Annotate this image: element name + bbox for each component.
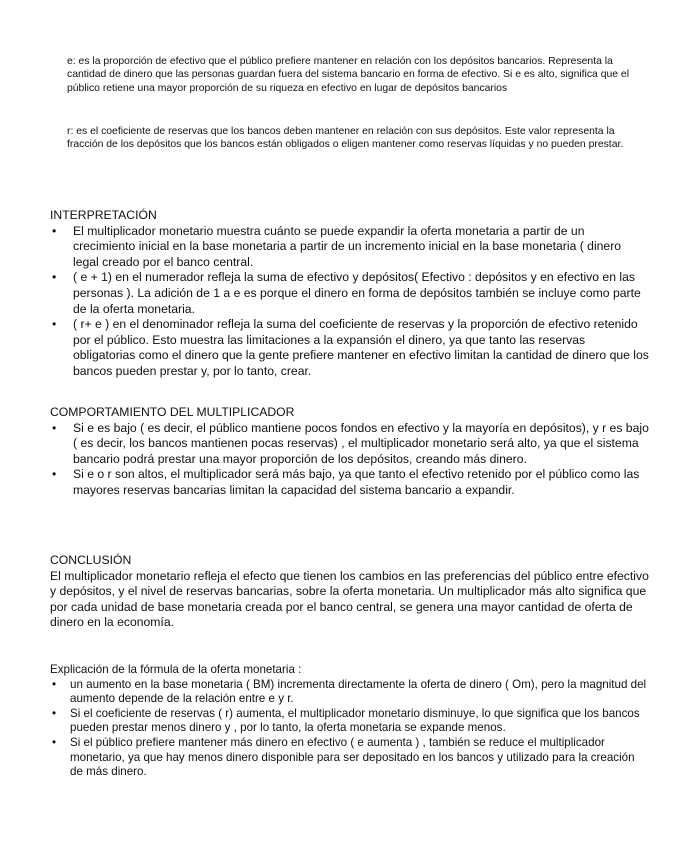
list-item-text: Si e o r son altos, el multiplicador será más bajo, ya que tanto el efectivo retenido por el público como las mayores reservas bancarias limitan la capacidad del sistema bancario a expandir. [73, 467, 640, 497]
bullet-icon: • [52, 735, 57, 749]
list-item-text: El multiplicador monetario muestra cuánto se puede expandir la oferta monetaria a partir de un crecimiento inicial en la base monetaria a partir de un incremento inicial en la base monetaria ( dinero legal creado por el banco central. [73, 223, 622, 269]
list-item-text: ( r+ e ) en el denominador refleja la suma del coeficiente de reservas y la proporción de efectivo retenido por el público. Esto muestra las limitaciones a la expansión el dinero, ya que tanto las reservas obligatorias como el dinero que la gente prefiere mantener en efectivo limitan la cantidad de dinero que los bancos pueden prestar y, por lo tanto, crear. [73, 317, 649, 378]
bullet-list-comportamiento [50, 421, 650, 499]
bullet-icon: • [52, 706, 57, 720]
list-item [50, 421, 650, 468]
bullet-icon: • [52, 467, 57, 482]
list-item-text: Si e es bajo ( es decir, el público mantiene pocos fondos en efectivo y la mayoría en depósitos), y r es bajo ( es decir, los bancos mantienen pocas reservas) , el multiplicador monetario será alto, ya que el sistema bancario podrá prestar una mayor proporción de los depósitos, creando más dinero. [73, 420, 649, 466]
section-heading-comportamiento: COMPORTAMIENTO DEL MULTIPLICADOR [50, 405, 295, 419]
bullet-icon: • [52, 317, 57, 332]
bullet-icon: • [52, 420, 57, 435]
section-heading-conclusion: CONCLUSIÓN [50, 553, 132, 567]
section-heading-explicacion: Explicación de la fórmula de la oferta monetaria : [50, 663, 302, 676]
section-comportamiento [50, 405, 650, 499]
definition-r: r: es el coeficiente de reservas que los bancos deben mantener en relación con sus depósitos. Este valor representa la fracción de los depósitos que los bancos están obligados o eligen mantener como reservas líquidas y no pueden prestar. [67, 126, 624, 151]
list-item [50, 317, 650, 379]
list-item-text: un aumento en la base monetaria ( BM) incrementa directamente la oferta de dinero ( Om), pero la magnitud del aumento depende de la relación entre e y r. [70, 677, 647, 706]
list-item-text: Si el público prefiere mantener más dinero en efectivo ( e aumenta ) , también se reduce el multiplicador monetario, ya que hay menos dinero disponible para ser depositado en los bancos y utilizado para la creación de más dinero. [70, 735, 635, 779]
bullet-icon: • [52, 677, 57, 691]
bullet-list-explicacion [50, 678, 650, 780]
section-explicacion [50, 663, 650, 780]
list-item [50, 707, 650, 736]
section-interpretacion [50, 208, 650, 380]
list-item [50, 467, 650, 498]
section-heading-interpretacion: INTERPRETACIÓN [50, 208, 157, 222]
list-item [50, 270, 650, 317]
bullet-icon: • [52, 270, 57, 285]
list-item-text: ( e + 1) en el numerador refleja la suma de efectivo y depósitos( Efectivo : depósitos y en efectivo en las personas ). La adición de 1 a e es porque el dinero en forma de depósitos también se incluye como parte de la oferta monetaria. [73, 270, 641, 316]
bullet-list-interpretacion [50, 224, 650, 380]
section-conclusion [50, 553, 650, 631]
list-item [50, 736, 650, 780]
list-item [50, 678, 650, 707]
definition-e: e: es la proporción de efectivo que el público prefiere mantener en relación con los depósitos bancarios. Representa la cantidad de dinero que las personas guardan fuera del sistema bancario en forma de efectivo. Si e es alto, significa que el público retiene una mayor proporción de su riqueza en efectivo en lugar de depósitos bancarios [67, 56, 630, 94]
list-item [50, 224, 650, 271]
conclusion-paragraph: El multiplicador monetario refleja el efecto que tienen los cambios en las preferencias del público entre efectivo y depósitos, y el nivel de reservas bancarias, sobre la oferta monetaria. Un multiplicador más alto significa que por cada unidad de base monetaria creada por el banco central, se genera una mayor cantidad de oferta de dinero en la economía. [50, 568, 649, 630]
bullet-icon: • [52, 223, 57, 238]
list-item-text: Si el coeficiente de reservas ( r) aumenta, el multiplicador monetario disminuye, lo que significa que los bancos pueden prestar menos dinero y , por lo tanto, la oferta monetaria se expande menos. [70, 706, 640, 735]
